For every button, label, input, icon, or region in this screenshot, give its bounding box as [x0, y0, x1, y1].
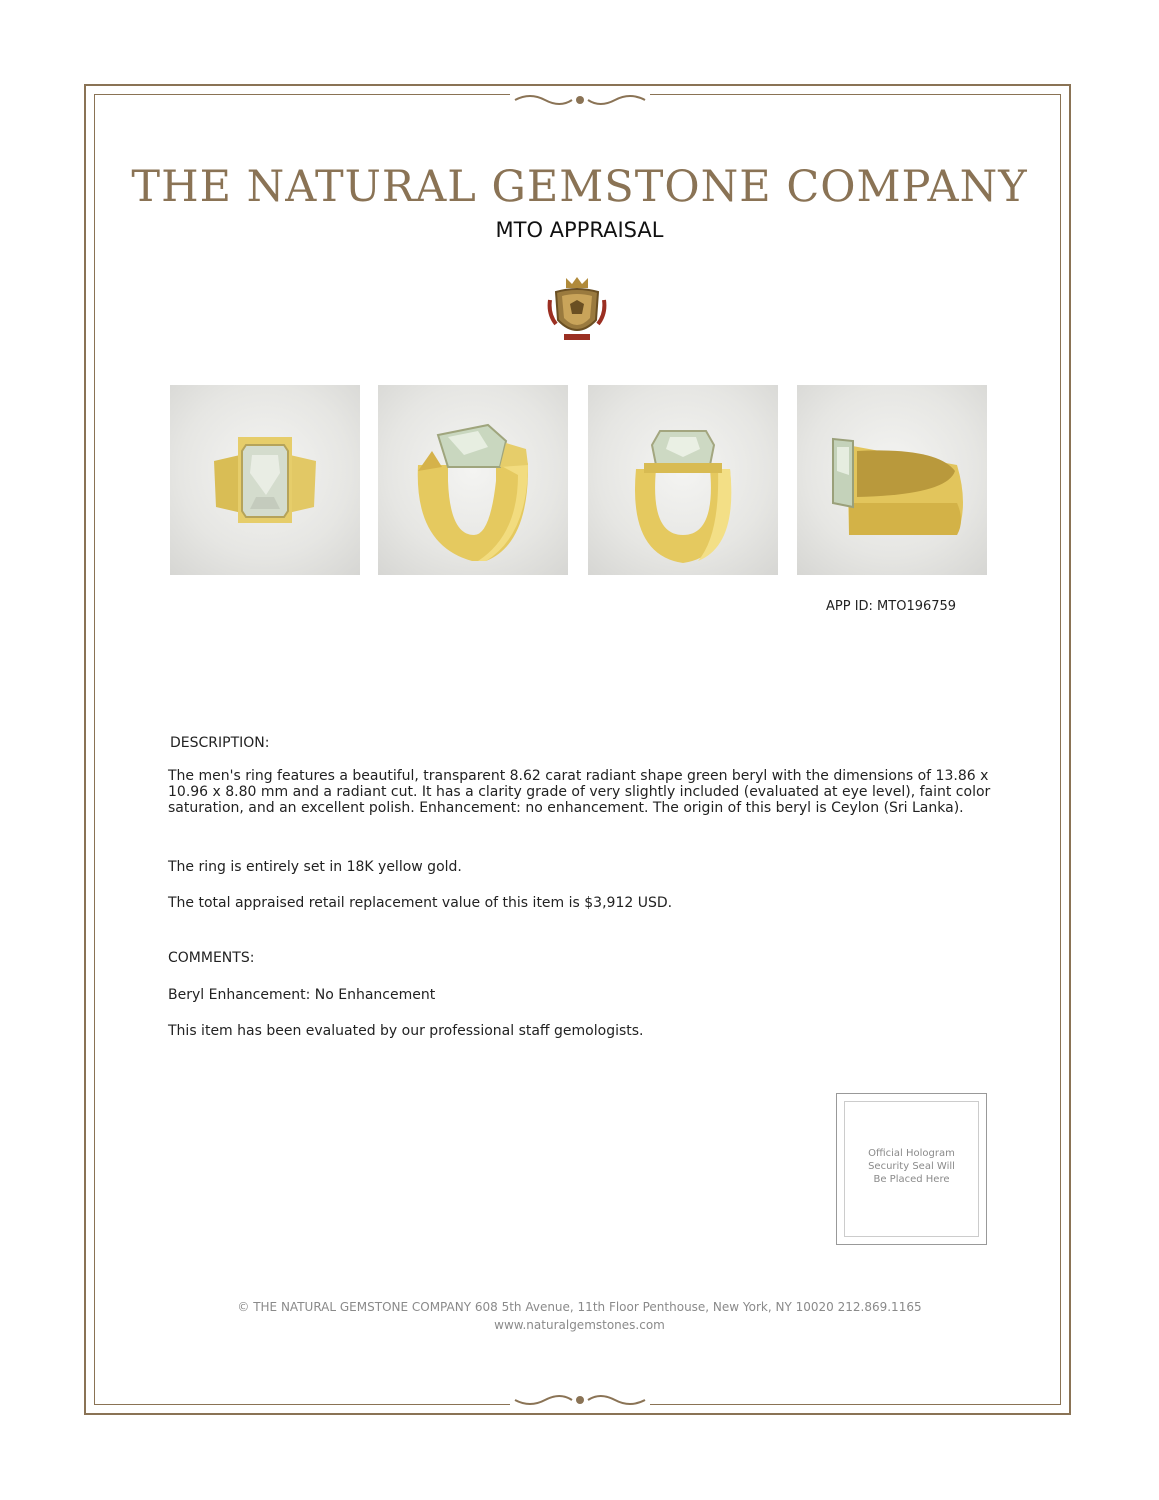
ring-angled-view-image [378, 385, 568, 575]
footer-website[interactable]: www.naturalgemstones.com [494, 1318, 665, 1332]
hologram-line: Security Seal Will [868, 1161, 955, 1172]
description-label: DESCRIPTION: [170, 735, 270, 751]
hologram-line: Official Hologram [868, 1148, 955, 1159]
app-id: APP ID: MTO196759 [826, 599, 957, 614]
description-paragraph: The men's ring features a beautiful, transparent 8.62 carat radiant shape green beryl with the dimensions of 13.86 x 10.96 x 8.80 mm and a radiant cut. It has a clarity grade of very slightly included (evaluated at eye level), faint color saturation, and an excellent polish. Enhancement: no enhancement. The origin of this beryl is Ceylon (Sri Lanka). [168, 768, 991, 816]
bottom-ornament-icon [510, 1390, 650, 1410]
company-title: THE NATURAL GEMSTONE COMPANY [131, 162, 1028, 212]
hologram-line: Be Placed Here [873, 1174, 950, 1185]
comment-evaluation: This item has been evaluated by our professional staff gemologists. [168, 1023, 644, 1039]
crest-icon [546, 274, 608, 346]
comment-enhancement: Beryl Enhancement: No Enhancement [168, 987, 436, 1003]
metal-paragraph: The ring is entirely set in 18K yellow gold. [168, 859, 462, 875]
ring-top-view-image [170, 385, 360, 575]
document-subtitle: MTO APPRAISAL [495, 218, 664, 242]
value-paragraph: The total appraised retail replacement value of this item is $3,912 USD. [168, 895, 673, 911]
top-ornament-icon [510, 90, 650, 110]
footer-address: © THE NATURAL GEMSTONE COMPANY 608 5th Avenue, 11th Floor Penthouse, New York, NY 10020 212.869.1165 [237, 1300, 922, 1314]
comments-label: COMMENTS: [168, 950, 255, 966]
ring-side-view-image [797, 385, 987, 575]
hologram-seal-text [846, 1147, 977, 1186]
ring-front-view-image [588, 385, 778, 575]
